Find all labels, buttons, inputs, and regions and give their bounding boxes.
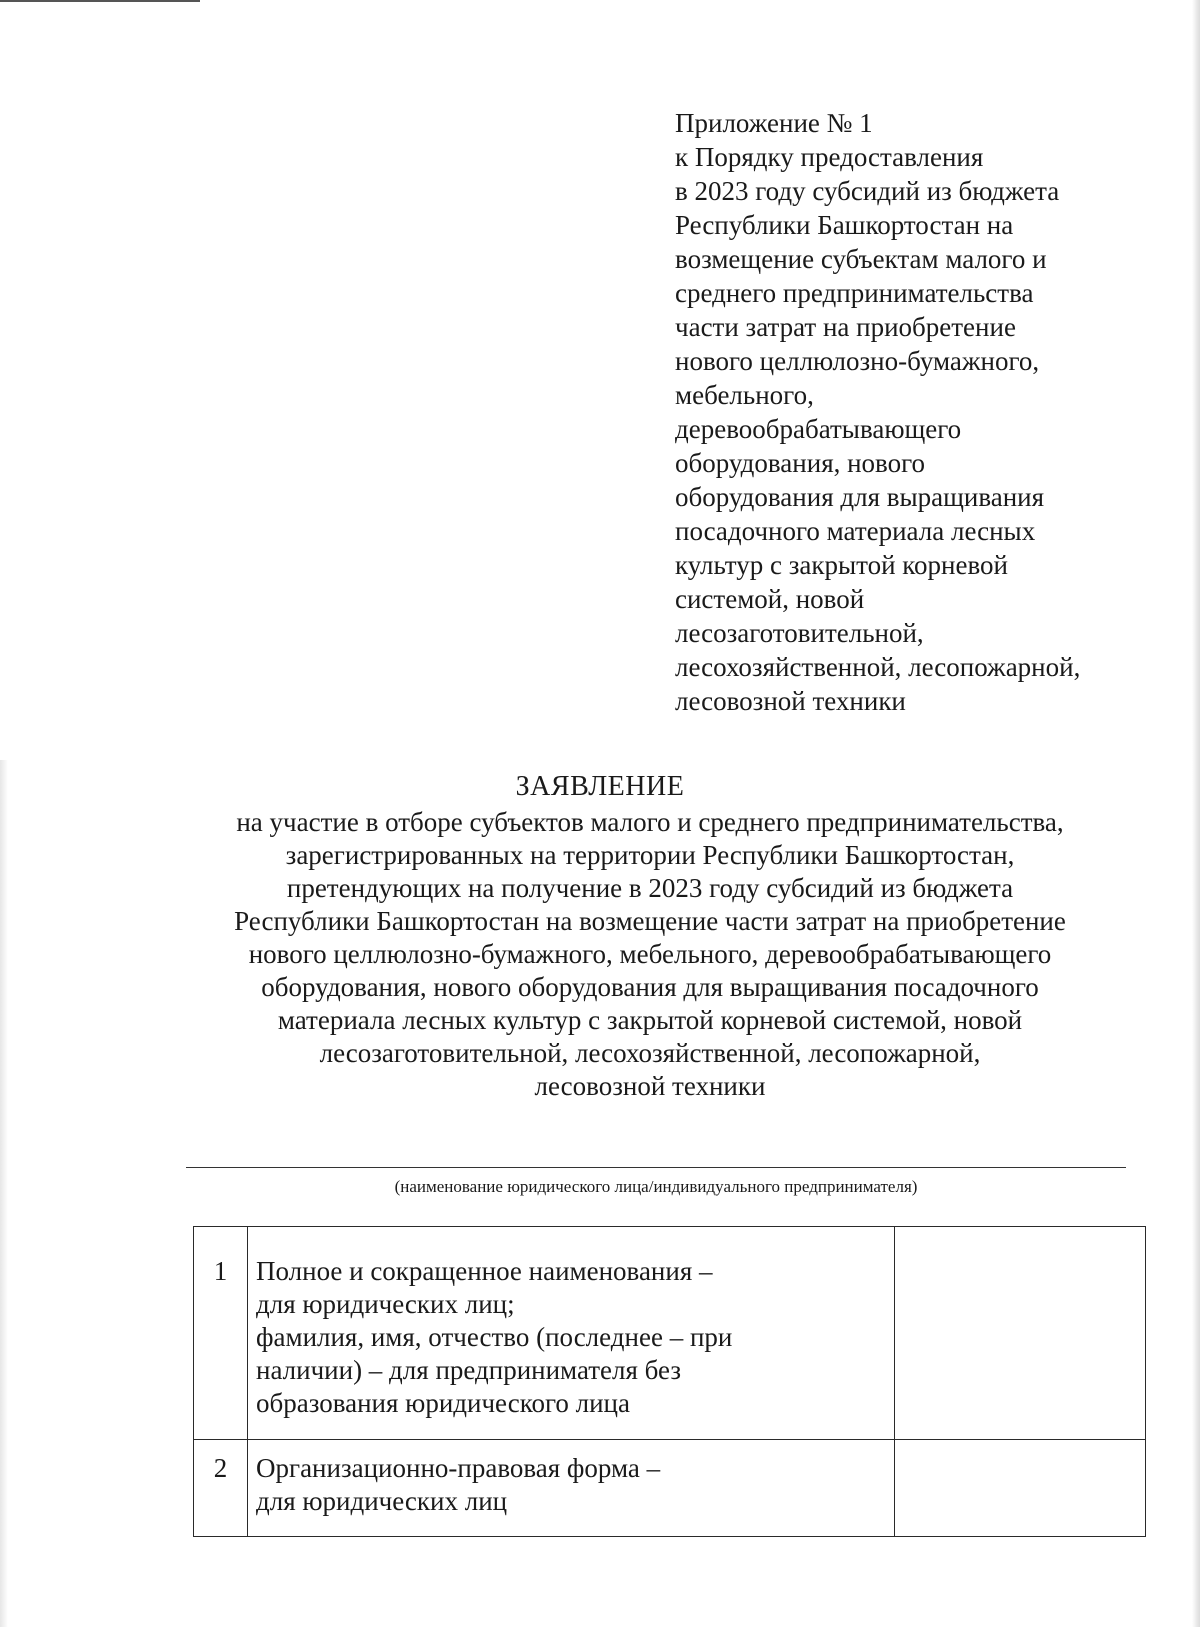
row-number: 2 bbox=[194, 1440, 248, 1537]
appendix-line: культур с закрытой корневой bbox=[675, 550, 1008, 580]
statement-body bbox=[150, 806, 1150, 1103]
statement-line: оборудования, нового оборудования для выращивания посадочного bbox=[261, 972, 1039, 1002]
appendix-line: в 2023 году субсидий из бюджета bbox=[675, 176, 1060, 206]
appendix-line: лесовозной техники bbox=[675, 686, 906, 716]
appendix-line: мебельного, bbox=[675, 380, 814, 410]
statement-line: зарегистрированных на территории Республики Башкортостан, bbox=[285, 840, 1015, 870]
appendix-line: возмещение субъектам малого и bbox=[675, 244, 1047, 274]
statement-line: Республики Башкортостан на возмещение части затрат на приобретение bbox=[234, 906, 1066, 936]
row-value-cell[interactable] bbox=[895, 1440, 1146, 1537]
statement-line: лесозаготовительной, лесохозяйственной, лесопожарной, bbox=[319, 1038, 981, 1068]
applicant-name-caption: (наименование юридического лица/индивидуального предпринимателя) bbox=[394, 1177, 918, 1196]
row-label-line: образования юридического лица bbox=[256, 1388, 630, 1418]
row-label-line: Организационно-правовая форма – bbox=[256, 1453, 661, 1483]
scan-edge-top bbox=[0, 0, 200, 2]
appendix-line: части затрат на приобретение bbox=[675, 312, 1016, 342]
row-number: 1 bbox=[194, 1227, 248, 1440]
appendix-header bbox=[675, 106, 1155, 718]
row-value-cell[interactable] bbox=[895, 1227, 1146, 1440]
appendix-line: к Порядку предоставления bbox=[675, 142, 984, 172]
row-label bbox=[248, 1440, 895, 1537]
applicant-name-line[interactable] bbox=[186, 1167, 1126, 1168]
statement-title: ЗАЯВЛЕНИЕ bbox=[515, 771, 685, 802]
statement-line: на участие в отборе субъектов малого и среднего предпринимательства, bbox=[236, 807, 1064, 837]
row-label-line: для юридических лиц bbox=[256, 1486, 508, 1516]
appendix-line: Приложение № 1 bbox=[675, 108, 873, 138]
scan-edge-left bbox=[0, 760, 8, 1627]
row-label-line: фамилия, имя, отчество (последнее – при bbox=[256, 1322, 733, 1352]
row-label bbox=[248, 1227, 895, 1440]
table-row bbox=[194, 1440, 1146, 1537]
appendix-line: среднего предпринимательства bbox=[675, 278, 1034, 308]
appendix-line: лесозаготовительной, bbox=[675, 618, 924, 648]
row-label-line: Полное и сокращенное наименования – bbox=[256, 1256, 713, 1286]
appendix-line: деревообрабатывающего bbox=[675, 414, 962, 444]
appendix-line: лесохозяйственной, лесопожарной, bbox=[675, 652, 1081, 682]
statement-line: претендующих на получение в 2023 году субсидий из бюджета bbox=[286, 873, 1014, 903]
table-row bbox=[194, 1227, 1146, 1440]
row-label-line: наличии) – для предпринимателя без bbox=[256, 1355, 682, 1385]
appendix-line: оборудования для выращивания bbox=[675, 482, 1045, 512]
appendix-line: посадочного материала лесных bbox=[675, 516, 1036, 546]
row-label-line: для юридических лиц; bbox=[256, 1289, 515, 1319]
appendix-line: оборудования, нового bbox=[675, 448, 926, 478]
scan-edge-right bbox=[1192, 0, 1200, 1627]
appendix-line: Республики Башкортостан на bbox=[675, 210, 1014, 240]
statement-line: лесовозной техники bbox=[534, 1071, 766, 1101]
applicant-info-table bbox=[193, 1226, 1146, 1537]
appendix-line: системой, новой bbox=[675, 584, 865, 614]
appendix-line: нового целлюлозно-бумажного, bbox=[675, 346, 1040, 376]
statement-line: нового целлюлозно-бумажного, мебельного, деревообрабатывающего bbox=[248, 939, 1052, 969]
statement-line: материала лесных культур с закрытой корневой системой, новой bbox=[277, 1005, 1023, 1035]
